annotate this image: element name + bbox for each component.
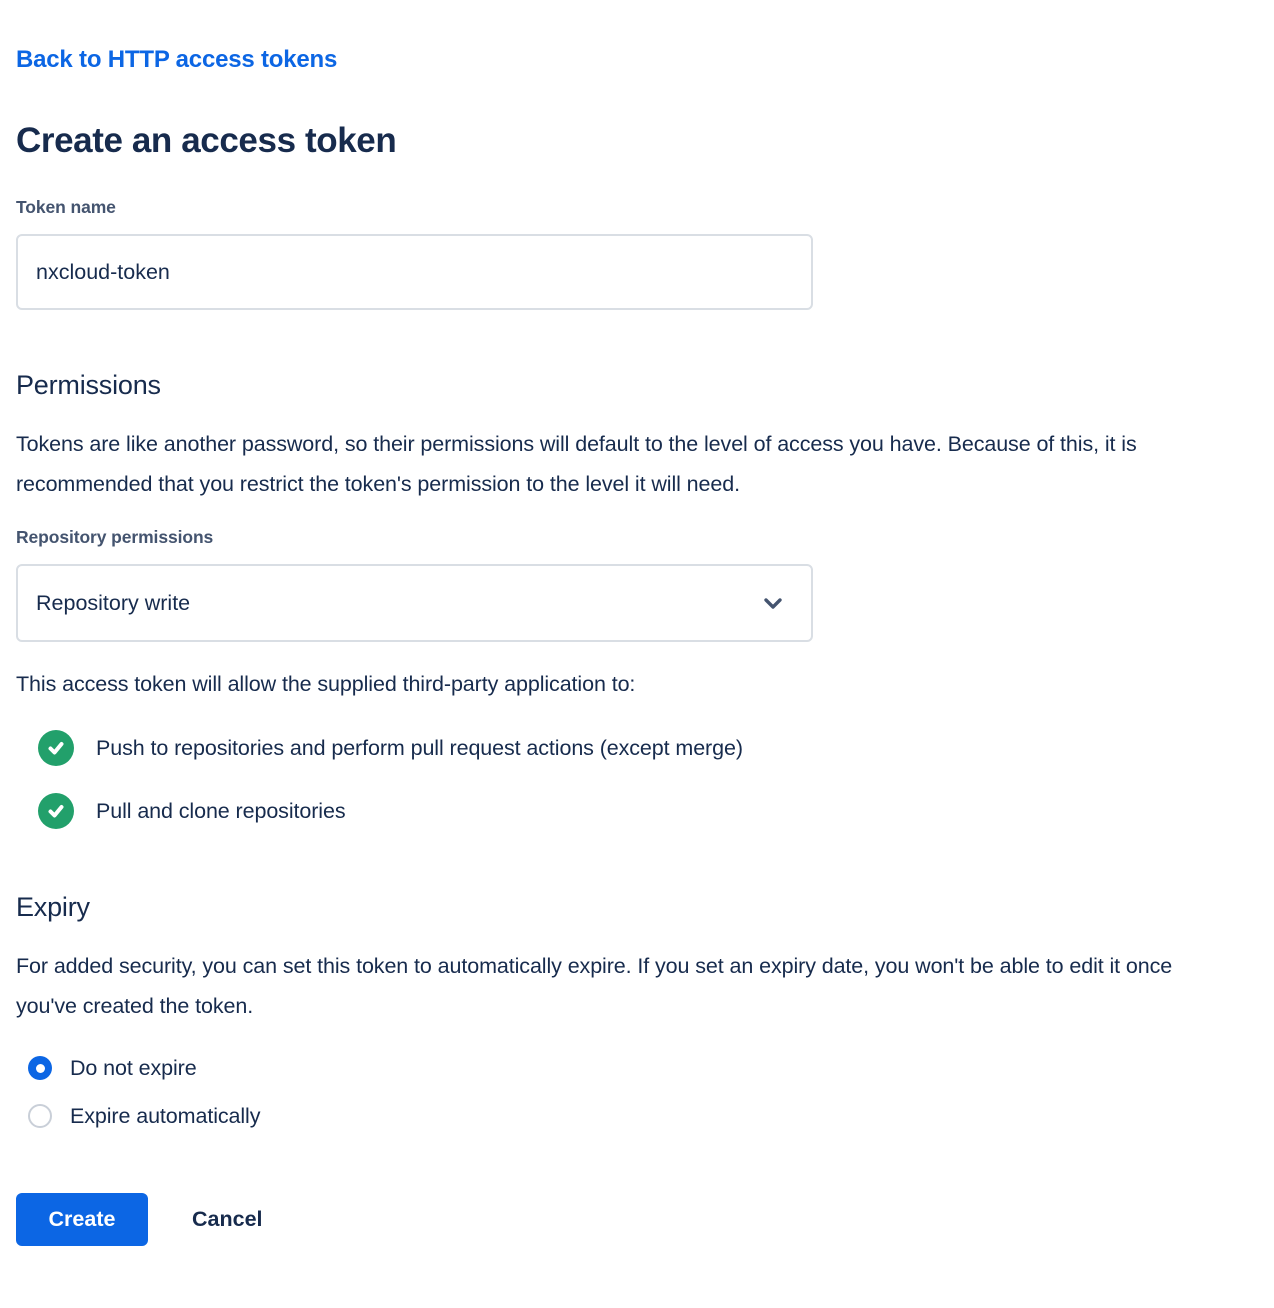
repository-permissions-label: Repository permissions [16,527,214,547]
radio-expire-automatically-label: Expire automatically [70,1103,261,1128]
capability-row [38,730,1258,766]
chevron-down-icon [761,591,785,615]
create-button[interactable]: Create [16,1193,148,1246]
repository-permissions-select[interactable] [16,564,813,642]
allow-intro-text: This access token will allow the supplied third-party application to: [16,672,636,696]
expiry-description: For added security, you can set this token to automatically expire. If you set an expiry date, you won't be able to edit it once you've created the token. [16,954,1173,1018]
radio-selected-icon[interactable] [28,1056,52,1080]
back-to-http-access-tokens-link[interactable]: Back to HTTP access tokens [16,46,338,73]
expiry-heading: Expiry [16,892,90,922]
form-actions [16,1193,1258,1246]
cancel-button[interactable]: Cancel [192,1207,263,1231]
expiry-radio-group [16,1046,1258,1138]
check-circle-icon [38,793,74,829]
repository-permissions-selected-value: Repository write [36,590,191,615]
capability-row [38,793,1258,829]
token-name-input[interactable] [16,234,813,310]
radio-do-not-expire[interactable] [28,1046,1258,1090]
token-name-label: Token name [16,197,116,217]
radio-do-not-expire-label: Do not expire [70,1055,197,1080]
radio-expire-automatically[interactable] [28,1094,1258,1138]
capability-label: Push to repositories and perform pull request actions (except merge) [96,735,743,760]
capability-label: Pull and clone repositories [96,798,346,823]
permissions-heading: Permissions [16,370,161,400]
check-circle-icon [38,730,74,766]
capabilities-list [16,730,1258,829]
page-title: Create an access token [16,121,397,160]
permissions-description: Tokens are like another password, so their permissions will default to the level of access you have. Because of this, it is recommended that you restrict the token's permission to the level it will need. [16,432,1137,496]
radio-unselected-icon[interactable] [28,1104,52,1128]
